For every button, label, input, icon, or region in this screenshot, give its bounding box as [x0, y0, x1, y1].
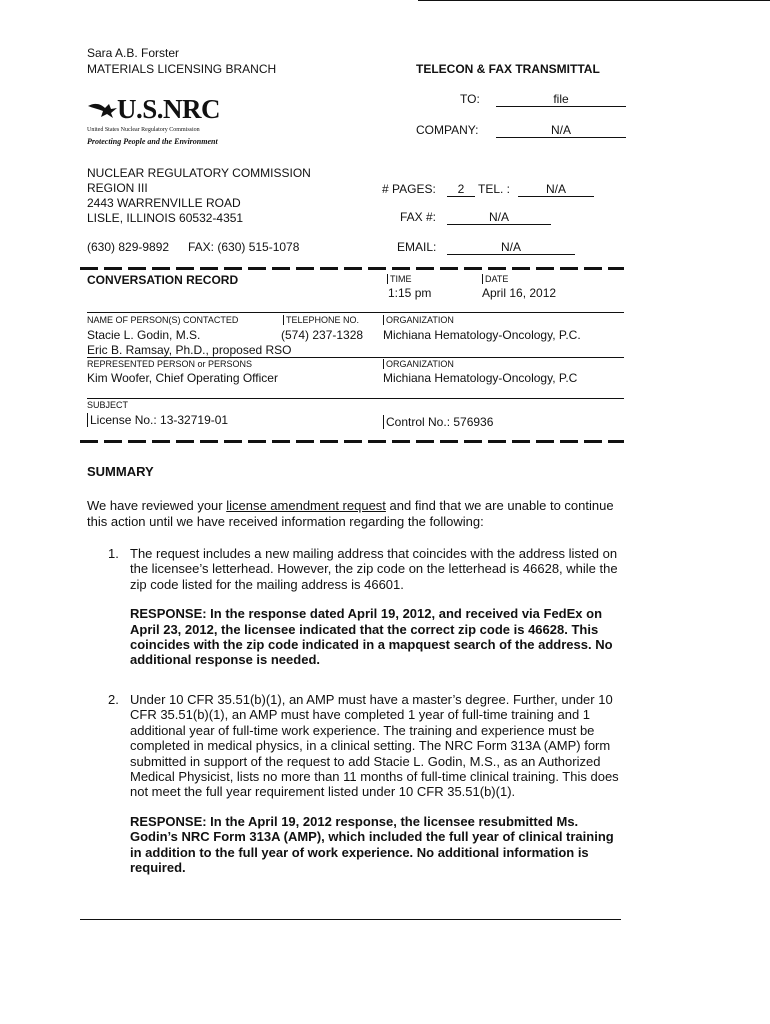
contact2-name: Eric B. Ramsay, Ph.D., proposed RSO — [87, 343, 292, 357]
license-amendment-link[interactable]: license amendment request — [226, 498, 386, 513]
intro-text-before: We have reviewed your — [87, 498, 227, 513]
to-field — [496, 92, 626, 107]
represented-label: REPRESENTED PERSON or PERSONS — [87, 359, 253, 369]
item-number: 1. — [108, 546, 119, 561]
logo-tagline: Protecting People and the Environment — [87, 137, 218, 146]
nrc-logo — [87, 96, 257, 152]
represented-org: Michiana Hematology-Oncology, P.C — [383, 371, 578, 385]
summary-item-2 — [108, 692, 628, 875]
subject-label: SUBJECT — [87, 400, 129, 410]
license-number: License No.: 13-32719-01 — [87, 413, 228, 427]
address-line2: REGION III — [87, 181, 148, 195]
tel-label: TEL. : — [478, 182, 511, 196]
fax-label: FAX #: — [400, 210, 437, 224]
logo-text: U.S.NRC — [117, 94, 221, 124]
summary-item-1 — [108, 546, 628, 668]
top-edge-rule — [418, 0, 770, 1]
pages-field — [447, 182, 475, 197]
control-number: Control No.: 576936 — [383, 415, 493, 429]
email-field — [447, 240, 575, 255]
dashed-divider-top — [80, 267, 624, 270]
company-field — [496, 123, 626, 138]
sender-branch: MATERIALS LICENSING BRANCH — [87, 62, 277, 76]
dashed-divider-bottom — [80, 440, 624, 443]
pages-label: # PAGES: — [382, 182, 436, 196]
contacts-label: NAME OF PERSON(S) CONTACTED — [87, 315, 239, 325]
represented-name: Kim Woofer, Chief Operating Officer — [87, 371, 278, 385]
item-number: 2. — [108, 692, 119, 707]
summary-heading: SUMMARY — [87, 464, 154, 479]
contact1-org: Michiana Hematology-Oncology, P.C. — [383, 328, 581, 342]
bottom-rule — [80, 919, 621, 920]
time-label: TIME — [387, 274, 412, 284]
contact1-name: Stacie L. Godin, M.S. — [87, 328, 201, 342]
record-rule-2 — [87, 357, 624, 358]
email-label: EMAIL: — [397, 240, 437, 254]
date-label: DATE — [482, 274, 508, 284]
eagle-icon — [87, 100, 119, 120]
telephone-label: TELEPHONE NO. — [283, 315, 359, 325]
form-title: TELECON & FAX TRANSMITTAL — [416, 62, 600, 76]
logo-subtitle: United States Nuclear Regulatory Commission — [87, 127, 200, 133]
contact1-phone: (574) 237-1328 — [281, 328, 364, 342]
pages-value: 2 — [447, 182, 475, 197]
company-label: COMPANY: — [416, 123, 479, 137]
address-fax: FAX: (630) 515-1078 — [188, 240, 300, 254]
org-label-2: ORGANIZATION — [383, 359, 454, 369]
address-phone: (630) 829-9892 — [87, 240, 170, 254]
record-rule-3 — [87, 398, 624, 399]
item-response: RESPONSE: In the response dated April 19, 2012, and received via FedEx on April 23, 2012, the licensee indicated that the correct zip code is 46628. This coincides with the zip code indicated in a mapquest search of the address. No additional response is needed. — [130, 606, 613, 668]
item-text: The request includes a new mailing address that coincides with the address listed on the licensee’s letterhead. However, the zip code on the letterhead is 46628, while the zip code listed for the mailing address is 46601. — [130, 546, 618, 592]
email-value: N/A — [447, 240, 575, 255]
fax-field — [447, 210, 551, 225]
intro-text-after: and find that we are unable to continue this action until we have received information regarding the following: — [87, 498, 614, 529]
summary-intro — [87, 498, 627, 530]
fax-value: N/A — [447, 210, 551, 225]
address-line4: LISLE, ILLINOIS 60532-4351 — [87, 211, 244, 225]
sender-name: Sara A.B. Forster — [87, 46, 180, 60]
address-line3: 2443 WARRENVILLE ROAD — [87, 196, 241, 210]
company-value: N/A — [496, 123, 626, 138]
date-value: April 16, 2012 — [482, 286, 557, 300]
tel-value: N/A — [518, 182, 594, 197]
record-heading: CONVERSATION RECORD — [87, 273, 239, 287]
time-value: 1:15 pm — [388, 286, 432, 300]
record-rule-1 — [87, 312, 624, 313]
to-label: TO: — [460, 92, 480, 106]
item-text: Under 10 CFR 35.51(b)(1), an AMP must have a master’s degree. Further, under 10 CFR 35.51(b)(1), an AMP must have completed 1 year of full-time training and 1 additional year of full-time work experience. The training and experience must be completed in medical physics, in a clinical setting. The NRC Form 313A (AMP) form submitted in support of the request to add Stacie L. Godin, M.S., as an Authorized Medical Physicist, lists no more than 11 months of full-time clinical training. This does not meet the full year requirement listed under 10 CFR 35.51(b)(1). — [130, 692, 619, 800]
address-line1: NUCLEAR REGULATORY COMMISSION — [87, 166, 311, 180]
to-value: file — [496, 92, 626, 107]
item-response: RESPONSE: In the April 19, 2012 response, the licensee resubmitted Ms. Godin’s NRC Form 313A (AMP), which included the full year of clinical training in addition to the full year of work experience. No additional information is required. — [130, 813, 614, 876]
tel-field — [518, 182, 594, 197]
org-label: ORGANIZATION — [383, 315, 454, 325]
